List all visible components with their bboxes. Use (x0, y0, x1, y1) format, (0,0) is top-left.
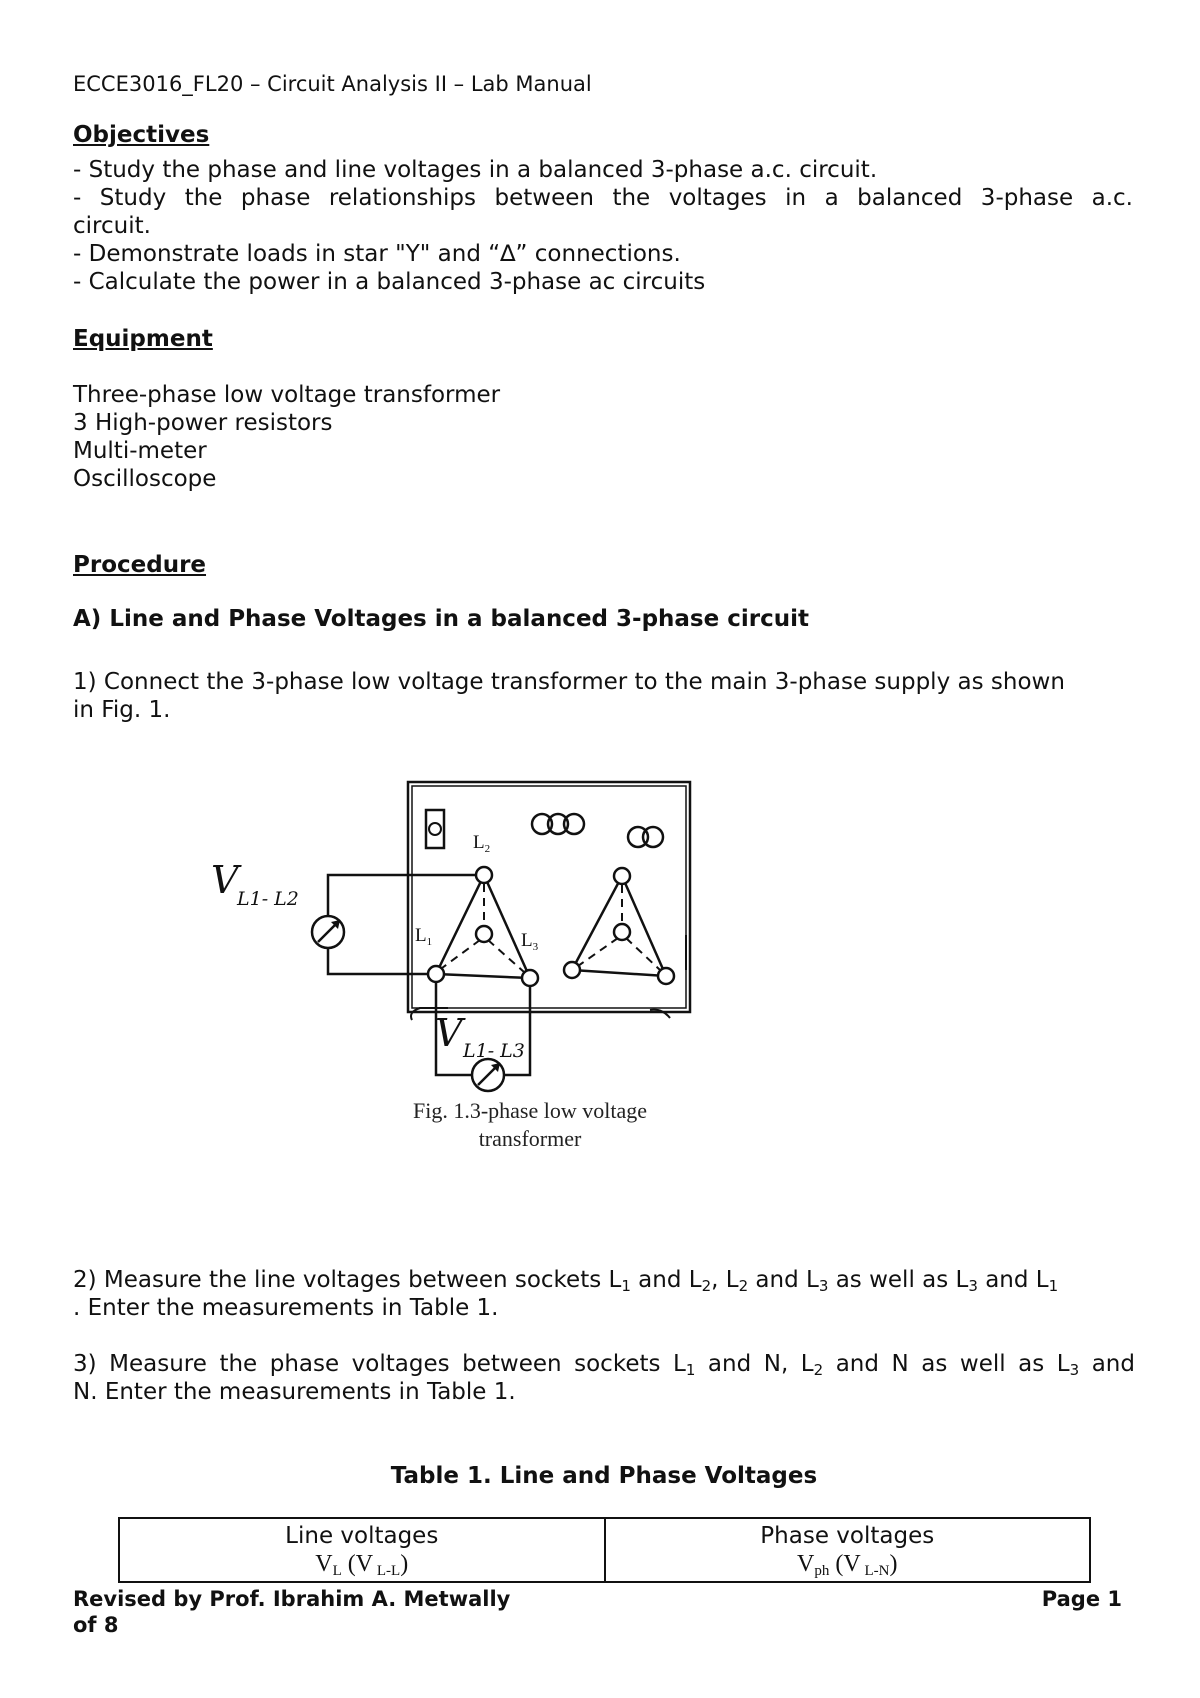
table-1 (118, 1517, 1091, 1583)
objective-2: - Study the phase relationships between the voltages in a balanced 3-phase a.c. (73, 185, 1133, 211)
objective-1: - Study the phase and line voltages in a balanced 3-phase a.c. circuit. (73, 157, 878, 183)
objective-2-cont: circuit. (73, 213, 151, 239)
equipment-item: Three-phase low voltage transformer (73, 382, 501, 408)
socket-l1 (428, 966, 444, 982)
page-header: ECCE3016_FL20 – Circuit Analysis II – Lab Manual (73, 72, 592, 96)
figure-l1-l3-label: L1- L3 (463, 1040, 525, 1062)
figure-socket-l1-label: $L_1$ (415, 925, 433, 948)
socket-n-left (476, 926, 492, 942)
page-footer-left: Revised by Prof. Ibrahim A. Metwally of 8 (73, 1587, 511, 1637)
table-header-line-voltages: Line voltages $V_L$ (V $_{L-L}$) (119, 1518, 605, 1582)
socket-l3 (522, 970, 538, 986)
objectives-heading: Objectives (73, 122, 210, 148)
section-a-title: A) Line and Phase Voltages in a balanced 3-phase circuit (73, 606, 809, 632)
voltmeter-l1-l2-icon (312, 916, 344, 948)
two-coil-icon (628, 827, 663, 847)
figure-socket-l3-label: $L_3$ (521, 930, 539, 953)
equipment-heading: Equipment (73, 326, 213, 352)
step-2: 2) Measure the line voltages between sockets $L_1$ and $L_2$, $L_2$ and $L_3$ as well as $L_3$ and $L_1$ (73, 1267, 1059, 1295)
step-2-cont: . Enter the measurements in Table 1. (73, 1295, 499, 1321)
objective-4: - Calculate the power in a balanced 3-phase ac circuits (73, 269, 706, 295)
procedure-heading: Procedure (73, 552, 207, 578)
figure-caption: Fig. 1.3-phase low voltage transformer (412, 1098, 648, 1151)
figure-socket-l2-label: $L_2$ (473, 832, 491, 855)
page-number: Page 1 (1041, 1587, 1122, 1611)
table-row (119, 1518, 1090, 1582)
equipment-item: Oscilloscope (73, 466, 217, 492)
step-1-cont: in Fig. 1. (73, 697, 171, 723)
step-3: 3) Measure the phase voltages between sockets $L_1$ and N, $L_2$ and N as well as $L_3$ and (73, 1351, 1135, 1379)
step-3-cont: N. Enter the measurements in Table 1. (73, 1379, 516, 1405)
socket-l2 (476, 867, 492, 883)
equipment-item: Multi-meter (73, 438, 207, 464)
figure-l1-l2-label: L1- L2 (237, 888, 299, 910)
voltmeter-l1-l3-icon (472, 1059, 504, 1091)
figure-v-label-2: V (435, 1011, 463, 1055)
figure-v-label-1: V (211, 858, 239, 902)
step-1: 1) Connect the 3-phase low voltage transformer to the main 3-phase supply as shown (73, 669, 1065, 695)
objective-3: - Demonstrate loads in star "Y" and “∆” connections. (73, 241, 681, 267)
three-coil-icon (532, 814, 584, 834)
equipment-item: 3 High-power resistors (73, 410, 333, 436)
table-1-title: Table 1. Line and Phase Voltages (390, 1463, 818, 1489)
table-header-phase-voltages: Phase voltages $V_{ph}$ (V $_{L-N}$) (605, 1518, 1091, 1582)
